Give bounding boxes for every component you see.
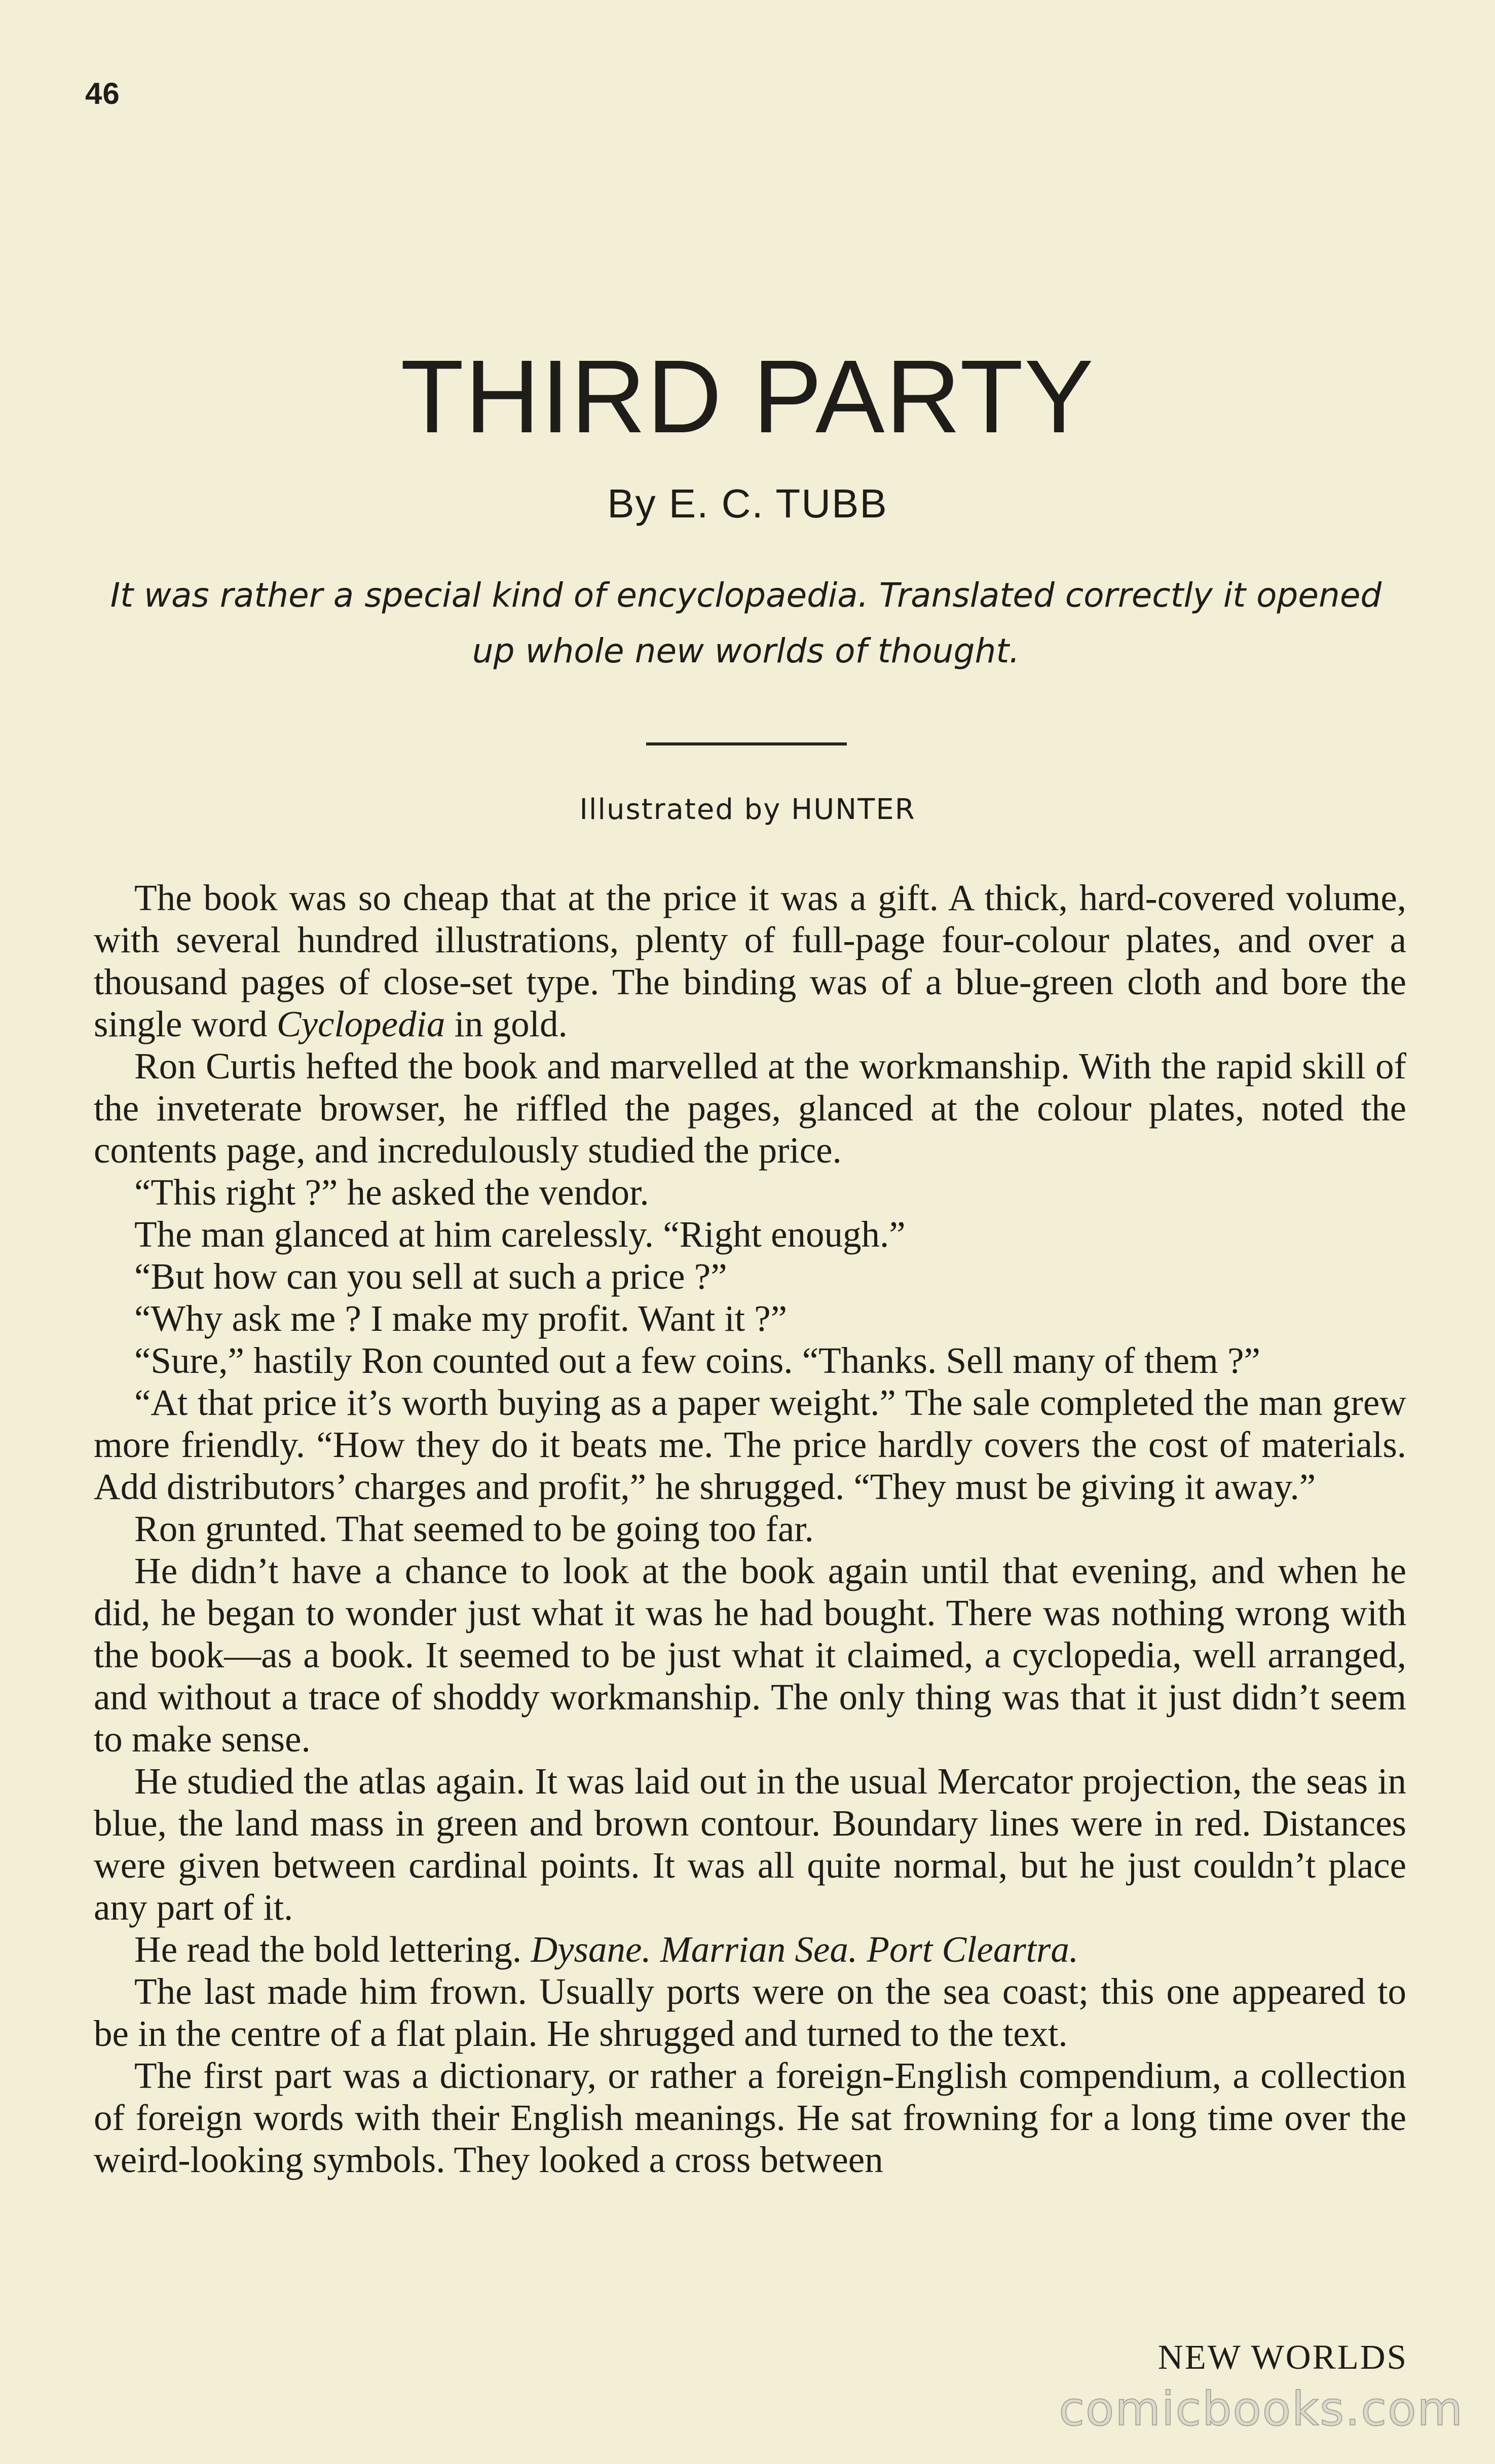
emphasis: Cyclopedia bbox=[276, 1003, 445, 1044]
paragraph: “At that price it’s worth buying as a paper weight.” The sale completed the man grew more friendly. “How they do it beats me. The price hardly covers the cost of materials. Add distributors’ charges and profit,” he shrugged. “They must be giving it away.” bbox=[94, 1382, 1406, 1507]
magazine-footer: NEW WORLDS bbox=[1157, 2338, 1408, 2376]
paragraph: “This right ?” he asked the vendor. bbox=[134, 1172, 649, 1213]
paragraph: The man glanced at him carelessly. “Right enough.” bbox=[134, 1214, 906, 1255]
paragraph: “But how can you sell at such a price ?” bbox=[134, 1256, 727, 1297]
emphasis: Dysane. Marrian Sea. Port Cleartra. bbox=[531, 1929, 1079, 1970]
story-title: THIRD PARTY bbox=[400, 339, 1095, 455]
paragraph: He studied the atlas again. It was laid out in the usual Mercator projection, the seas in blue, the land mass in green and brown contour. Boundary lines were in red. Distances were given between cardinal points. It was all quite normal, but he just couldn’t place any part of it. bbox=[94, 1761, 1406, 1928]
illustration-credit: Illustrated by HUNTER bbox=[579, 793, 916, 826]
byline: By E. C. TUBB bbox=[607, 481, 888, 526]
paragraph: The last made him frown. Usually ports were on the sea coast; this one appeared to be in the centre of a flat plain. He shrugged and turned to the text. bbox=[94, 1971, 1406, 2054]
watermark: comicbooks.com bbox=[1059, 2382, 1464, 2436]
paragraph: “Sure,” hastily Ron counted out a few coins. “Thanks. Sell many of them ?” bbox=[134, 1340, 1260, 1381]
standfirst: It was rather a special kind of encyclopaedia. Translated correctly it opened up whole new worlds of thought. bbox=[110, 576, 1382, 670]
section-divider bbox=[646, 742, 847, 745]
page-number: 46 bbox=[85, 77, 120, 110]
paragraph: Ron Curtis hefted the book and marvelled at the workmanship. With the rapid skill of the inveterate browser, he riffled the pages, glanced at the colour plates, noted the contents page, and incredulously studied the price. bbox=[94, 1046, 1406, 1171]
paragraph: The book was so cheap that at the price it was a gift. A thick, hard-covered volume, with several hundred illustrations, plenty of full-page four-colour plates, and over a thousand pages of close-set type. The binding was of a blue-green cloth and bore the single word Cyclopedia in gold. bbox=[94, 877, 1406, 1044]
story-body bbox=[94, 877, 1406, 2181]
paragraph: “Why ask me ? I make my profit. Want it ?” bbox=[134, 1298, 788, 1339]
paragraph: He didn’t have a chance to look at the book again until that evening, and when he did, he began to wonder just what it was he had bought. There was nothing wrong with the book—as a book. It seemed to be just what it claimed, a cyclopedia, well arranged, and without a trace of shoddy workmanship. The only thing was that it just didn’t seem to make sense. bbox=[94, 1550, 1406, 1760]
paragraph: He read the bold lettering. Dysane. Marrian Sea. Port Cleartra. bbox=[134, 1929, 1079, 1970]
paragraph: Ron grunted. That seemed to be going too far. bbox=[134, 1508, 814, 1549]
paragraph: The first part was a dictionary, or rather a foreign-English compendium, a collection of foreign words with their English meanings. He sat frowning for a long time over the weird-looking symbols. They looked a cross between bbox=[94, 2055, 1406, 2180]
